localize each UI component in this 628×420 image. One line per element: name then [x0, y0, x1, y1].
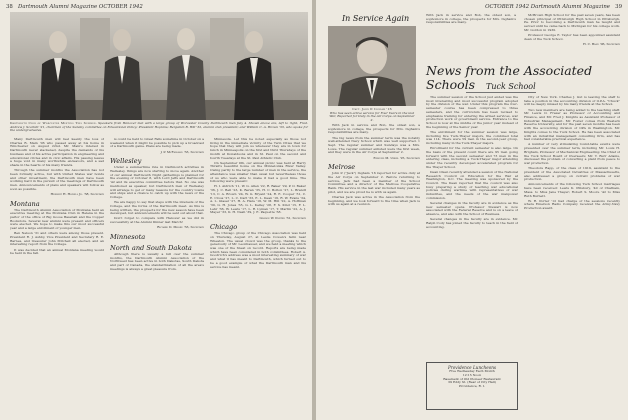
paragraph: It was decided that an annual Montana meeting would be held in the fall.: [10, 247, 104, 256]
left-page-number: 38: [6, 4, 13, 10]
luncheon-line-4: 39 Eddy St. (Rear of City Hall): [448, 381, 496, 385]
left-running-title: Dartmouth Alumni Magazine OCTOBER 1942: [18, 4, 143, 10]
left-column-2: [110, 138, 204, 418]
service-heading: In Service Again: [342, 14, 410, 23]
secretary-signature: J. P. McFarland '33, Secretary: [160, 149, 204, 154]
paragraph: Ben Nelson '31 and others were among those present. President R. J. Ashby, Vice President and Secretary R. E. Barnes, and treasurer John Mitchell all elected, and an interesting report from the College.: [10, 231, 104, 247]
paragraph: We are happy to say that steps with the interests of the College, and the forms of the Dartmouth meet. As this is being written, the prospects for the new season have been developed, but announcements will be sent out about that.: [110, 200, 204, 216]
section-title: News from the Associated Schools: [426, 63, 593, 92]
portrait-photo: [328, 26, 416, 106]
left-running-head: [6, 4, 143, 10]
section-subtitle: Tuck School: [486, 82, 536, 91]
right-running-title: OCTOBER 1942 Dartmouth Alumni Magazine: [485, 4, 610, 10]
paragraph: Theodore Rapp, of the class of 1919, assistant to the president of the Associated Industries of Massachusetts, also addressed a group on current problems of war production.: [524, 166, 620, 182]
right-page-number: 39: [615, 4, 622, 10]
paragraph: With Jack in service and Bob, the oldest son, a sophomore in college, the prospects for Mrs. Ingham's responsibilities are many.: [426, 14, 516, 25]
portrait-caption: [328, 108, 416, 122]
luncheon-title: Providence Luncheons: [447, 365, 497, 370]
club-photo-image: [10, 12, 308, 120]
paragraph: John P. ("Jack") Ingham '16 reported for active duty at the Air Corps on September 2. Before returning to service, Jack had been a member of the School Committee and a director of the Melrose Cooperative Bank. His service in the last war included many years as pilot, and we are proud he is with us again.: [328, 171, 420, 194]
left-page: [0, 0, 312, 420]
paragraph: W. R. Porter '12 had charge of the sessions recently where Emerson Radio Company received the Army-Navy Production award.: [524, 198, 620, 211]
paragraph: The Dartmouth Alumni Association of Montana held an executive meeting at the Montana Club in Helena in the parlor of the office of Big Goose Baseball and the Copper Bookstore. Several new alumni were present and officers were elected. We hope to make this our most successful year and a large enrollment of younger men.: [10, 207, 104, 231]
paragraph: McBrown High School for the past seven years, has been chosen principal of Pittsburgh High School in Pittsburgh, Pa. Prior to becoming a Dartmouth man he taught and served until he came back to Michigan for his college work. Mr. Gordon in 1930.: [524, 14, 620, 32]
section-heading: Montana: [10, 199, 40, 208]
luncheon-line-1: Five Wednesday Each Month: [449, 370, 495, 373]
right-column-2-top: [426, 14, 516, 60]
club-photo: [10, 12, 308, 120]
secretary-signature: Herbert H. Howell Jr. '38, Secretary: [50, 191, 104, 196]
paragraph: Several changes in the faculty are in evidence. Mr. Ralph Cody has joined the faculty to teach in the field of accounting.: [426, 217, 518, 229]
paragraph: Many Dartmouth men will feel keenly the loss of Charles B. Main '06 who passed away at his home in Winchester on August 22nd. Mr. Main's interest in Dartmouth never slackened, despite the demands of his business and of his active participation in engineering and educational circles and in civic affairs. His passing leaves a huge void in many worthwhile endeavors, and a sad shade in the hearts of his many friends.: [10, 138, 104, 167]
photo-caption-title: Dartmouth Club of Worcester Meeting This Summer: [10, 121, 96, 125]
paragraph: Minnesota. Let this be noted especially as those not living in the immediate vicinity of the Twin Cities that we hope that they will join us whenever they are in town for lunch in Minneapolis on the first and third Thursdays of the month at Donaldsons and in St. Paul on the second and fourth Tuesdays at the St. Paul Athletic Club.: [210, 138, 306, 160]
right-page: [316, 0, 628, 420]
luncheon-line-2: 12:15 Noon: [462, 373, 482, 377]
secretary-signature: Edmund M. Urbel '25, Secretary: [373, 155, 420, 160]
section-heading: Wellesley: [110, 157, 142, 166]
paragraph: The Chicago group of the Chicago Association was held on Thursday, August 27, at Leslie Cowen's farm near Wheaton. The usual crowd was the group, thanks to the generosity of Mr. Leonhauser, and we held a meeting which was one of the finest on record. Reports are being made which have been considered in both committees. Robert A. Goodrich's address was a most interesting summary of war and what it has meant to Dartmouth, which turned out to be a good example of what the Dartmouth man and his service has meant.: [210, 231, 306, 269]
paragraph: is could be held to Great Falls sometime in October on a weekend when it might be possible to pick up a broadcast of a Dartmouth game. Plans are being made.: [110, 138, 204, 149]
section-heading: Melrose: [328, 163, 356, 172]
portrait-image: [328, 26, 416, 106]
paragraph: Don't forget to compare with Hanover as we did in successfully at the Alumni Dinner last March!: [110, 216, 204, 225]
luncheon-box: [426, 362, 518, 410]
section-heading: Chicago: [210, 223, 238, 232]
photo-caption-text: Speakers from Hanover met with a large group of Worcester County Dartmouth men July 4. Shown above are, left to right, Fred. Andrew J. Scarlett '21, chairman of the Sunday committee on Educational Policy; President Hopkins; Benjamin B. Hill '32, alumni club president; and William C. A. Brown '33, who spoke for the undergraduates.: [10, 121, 309, 133]
paragraph: On September 9th, our annual picnic was held at Harry Thrall's beautiful home on the Minnetonka River Valley. Owing partly to the large number of men in the service, the attendance was smaller than usual but nevertheless those of us who were able to make it had a good time. The following were present:: [210, 160, 306, 184]
paragraph: The summer session of the School just ended was the most interesting and most successful program adopted by the division of the war. Under this program the four-semester course has been compressed to three semesters, and the curriculum has been revised to emphasize training for entering the armed services, war production work or government service. Entrance to the School is now at the middle of the junior year instead of the beginning of the Senior year.: [426, 96, 518, 129]
right-running-head: [485, 4, 622, 10]
paragraph: The big news from the summer term was the notably well-attended Navy School which was well supported. 1 Sept. The regular summer and Sundays was a Mrs. Lowe. The regular summer enlisted were the first week, and they were in the Air Corps at September 2.: [328, 135, 420, 155]
paragraph: H. I. Aldrich '11, W. G. Allen '22, R. Baker '29, P. O. Baker '36, J. C. Bell '23, K. Beran '35, H. C. Bolton '27, L. Brandt '13, C. A. Brown '24, W. G. Bryant '24, R. E. Cooper '31, C. E. Cross '27, L. C. Dart '33, E. L. Dean '16, R. W. Evans '34, A. L. Glaser '27, H. A. Hare '16, W. M. Hill '22, A. Hoffman '30, G. H. Jones '35, G. L. Kelley '28, F. S. Kind '15, F. L. Lehr '36, W. Lewis '17, L. R. Lyman '17, T. Martin '22, A. J. Mayer '33, K. H. Nash '39, J. E. Paquette '38.: [210, 184, 306, 215]
paragraph: Several changes in the faculty are in evidence as the new semester opens. Professor Stewart is now associated with the Federal Reserve and is on a leave of absence, and also with the School of Business.: [426, 200, 518, 217]
paragraph: A number of very stimulating round-table events were presented over the summer term, including Mr. Louis H. Brigham, Professor of Mechanical Engineering; the Chief of the Tuck School Board of Overseers; Mr. T. Burr Adams, discussed the problem of converting a plant from peace to war production.: [524, 142, 620, 165]
paragraph: Professor George E. Taylor has been appointed assistant dean of the Tuck School.: [524, 33, 620, 41]
secretary-signature: H. C. Bean '06, Secretary: [582, 41, 620, 46]
secretary-signature: Richard D. Moore '33, Secretary: [157, 225, 204, 230]
right-column-1: [328, 124, 420, 416]
paragraph: Under a summertime rule in Dartmouth activities in Wellesley, things are now starting to move again. Another of our annual Dartmouth Night gatherings is planned for the evening of October 8, with Lord Jeffs and Dartmouth '42 and its executive committee before that. No one was mentioned as speaker, but Dartmouth men of Wellesley will arrange to get or many reasons for the country towns and ships and a chance to catch up with the news of the College.: [110, 165, 204, 199]
section-heading: North and South Dakota: [110, 244, 192, 253]
paragraph: Announcements of the following Tuck School marriages have been received: Lewis K. Pillsbury, '40 of Chatham, Mass. to Miss Jane Thayer; Robert S. Moore '42 to Miss Ruth Burnett.: [524, 182, 620, 198]
paragraph: With Jack in service and Bob, the oldest son, a sophomore in college, the prospects for Mrs. Ingham's responsibilities are many.: [328, 124, 420, 135]
paragraph: Enrollment for the current semester is also large. On the basis of the present count there are 95 men going forward with the second semester and 73 men in the entering class, including a Tuck-Thayer major attending under the recently developed accelerated program for the Thayer School.: [426, 146, 518, 169]
luncheon-line-5: Providence, R. I.: [459, 385, 485, 389]
tuck-column-2: [524, 96, 620, 416]
luncheon-line-3: Basement of Old Pioneer Restaurant: [443, 377, 501, 381]
paragraph: City of New York. Charles J. Gut is leaving the staff to take a position in the accounting division of O.P.A. "Chuck" will be deeply missed by his many friends at the School.: [524, 96, 620, 107]
portrait-caption-text: Who has seen active service for Four Years in the last War, Reported for Duty in the Air Corps on September 2.: [329, 110, 415, 122]
left-column-1: [10, 138, 104, 418]
paragraph: Although there is usually a lull over the summer months, the Dartmouth Alumni Association of the Northwest has been active in both Dakotas, South Dakota and part of Canada, the standardization of all the area's meetings is always a great pleasure from.: [110, 252, 204, 271]
paragraph: Through the summer months the Association has not been formally active, but with United States war bonds and other investment, the Dartmouth men have been working hard in the pursuit of the meetings of Dartmouth men. Announcements of plans and speakers will follow as soon as possible.: [10, 168, 104, 191]
paragraph: Charles Jack was active in the Association from the beginning, and we look forward to the time when Jack is with us again at a reunion.: [328, 195, 420, 207]
left-column-3: [210, 138, 306, 418]
section-heading: Minnesota: [110, 233, 146, 242]
portrait-caption-name: Capt. John P. Ingham '16: [352, 107, 392, 111]
paragraph: The enrollment for the summer session was large, including five Tuck-Thayer majors, the combined total was 114. There were 59 men in the second-year group, including many in the Tuck-Thayer majors.: [426, 129, 518, 145]
right-column-3-top: [524, 14, 620, 60]
photo-caption: Dartmouth Club of Worcester Meeting This Summer. Speakers from Hanover met with a large group of Worcester County Dartmouth men July 4. Shown above are, left to right, Fred. Andrew J. Scarlett '21, chairman of the Sunday committee on Educational Policy; President Hopkins; Benjamin B. Hill '32, alumni club president; and William C. A. Brown '33, who spoke for the undergraduates.: [10, 121, 309, 133]
secretary-signature: George W. Porter '31, Secretary: [259, 215, 306, 220]
section-rule: [466, 92, 536, 93]
paragraph: Dean Olsen recently attended a session of the National Research Council on Education for the War at Washington, D.C. The meeting was sponsored by the Council. The Dean reported that the council was also busy preparing a study of teaching war educational policies during wartime with representatives of war industries, and the needs of the war manpower commission.: [426, 169, 518, 200]
paragraph: Two new members are being added to the teaching staff. Mr. Lewis O. Frazer as Professor of Accounting and Finance, and Mr. Fred J. Knights as Assistant Professor of Industrial Management. Mr. Foster comes from Western Reserve University, and for the past seven months has been with the accounting division of OPA in Washington. Mr. Knights comes to the Tuck School. He has been associated with an industrial management consulting firm, and has had considerable practical experience.: [524, 107, 620, 142]
